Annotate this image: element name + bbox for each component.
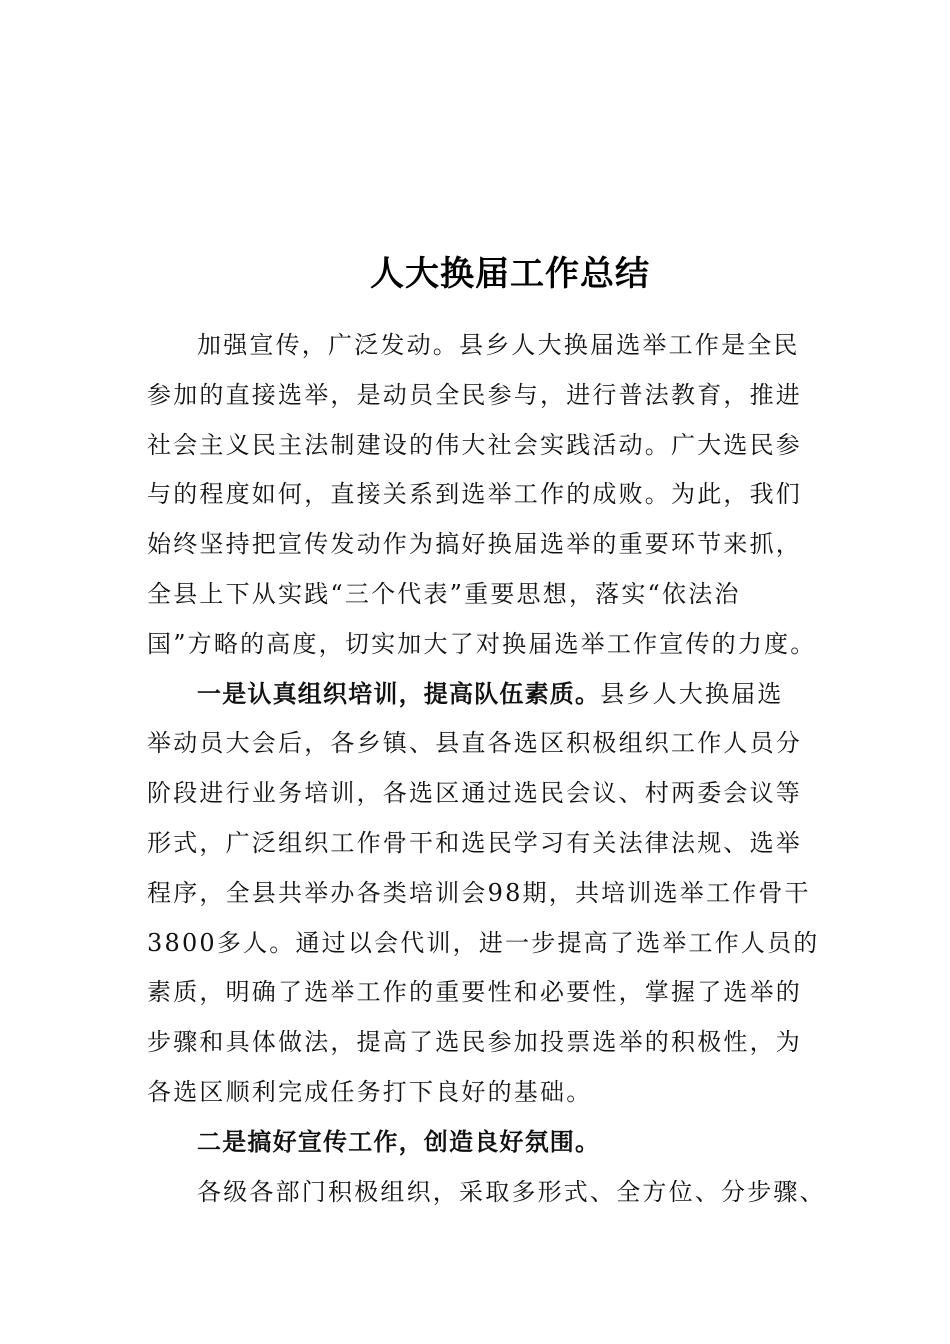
paragraph-line: 始终坚持把宣传发动作为搞好换届选举的重要环节来抓，	[147, 530, 802, 559]
paragraph-line: 步骤和具体做法，提高了选民参加投票选举的积极性，为	[147, 1028, 802, 1057]
paragraph-line: 阶段进行业务培训，各选区通过选民会议、村两委会议等	[147, 779, 802, 808]
document-body	[147, 321, 826, 1217]
section-heading-publicity: 二是搞好宣传工作，创造良好氛围。	[197, 1127, 601, 1156]
paragraph-line: 加强宣传，广泛发动。县乡人大换届选举工作是全民	[197, 331, 800, 359]
section-heading-training: 一是认真组织培训，提高队伍素质。	[197, 679, 601, 708]
paragraph-line: 形式，广泛组织工作骨干和选民学习有关法律法规、选举	[147, 828, 802, 857]
paragraph-line: 各级各部门积极组织，采取多形式、全方位、分步骤、	[197, 1177, 826, 1206]
paragraph-line: 程序，全县共举办各类培训会98期，共培训选举工作骨干	[147, 878, 811, 907]
paragraph-line	[147, 670, 797, 720]
document-title: 人大换届工作总结	[370, 254, 650, 294]
paragraph-line: 国”方略的高度，切实加大了对换届选举工作宣传的力度。	[147, 629, 817, 658]
paragraph-line: 各选区顺利完成任务打下良好的基础。	[147, 1077, 593, 1106]
paragraph-text: 县乡人大换届选	[600, 679, 784, 708]
paragraph-line: 举动员大会后，各乡镇、县直各选区积极组织工作人员分	[147, 729, 802, 758]
paragraph-line: 3800多人。通过以会代训，进一步提高了选举工作人员的	[147, 928, 820, 957]
paragraph-line: 参加的直接选举，是动员全民参与，进行普法教育，推进	[147, 380, 802, 409]
paragraph-line: 社会主义民主法制建设的伟大社会实践活动。广大选民参	[147, 430, 802, 459]
paragraph-line: 素质，明确了选举工作的重要性和必要性，掌握了选举的	[147, 978, 802, 1007]
paragraph-line: 全县上下从实践“三个代表”重要思想，落实“依法治	[147, 579, 741, 608]
paragraph-line: 与的程度如何，直接关系到选举工作的成败。为此，我们	[147, 480, 802, 509]
